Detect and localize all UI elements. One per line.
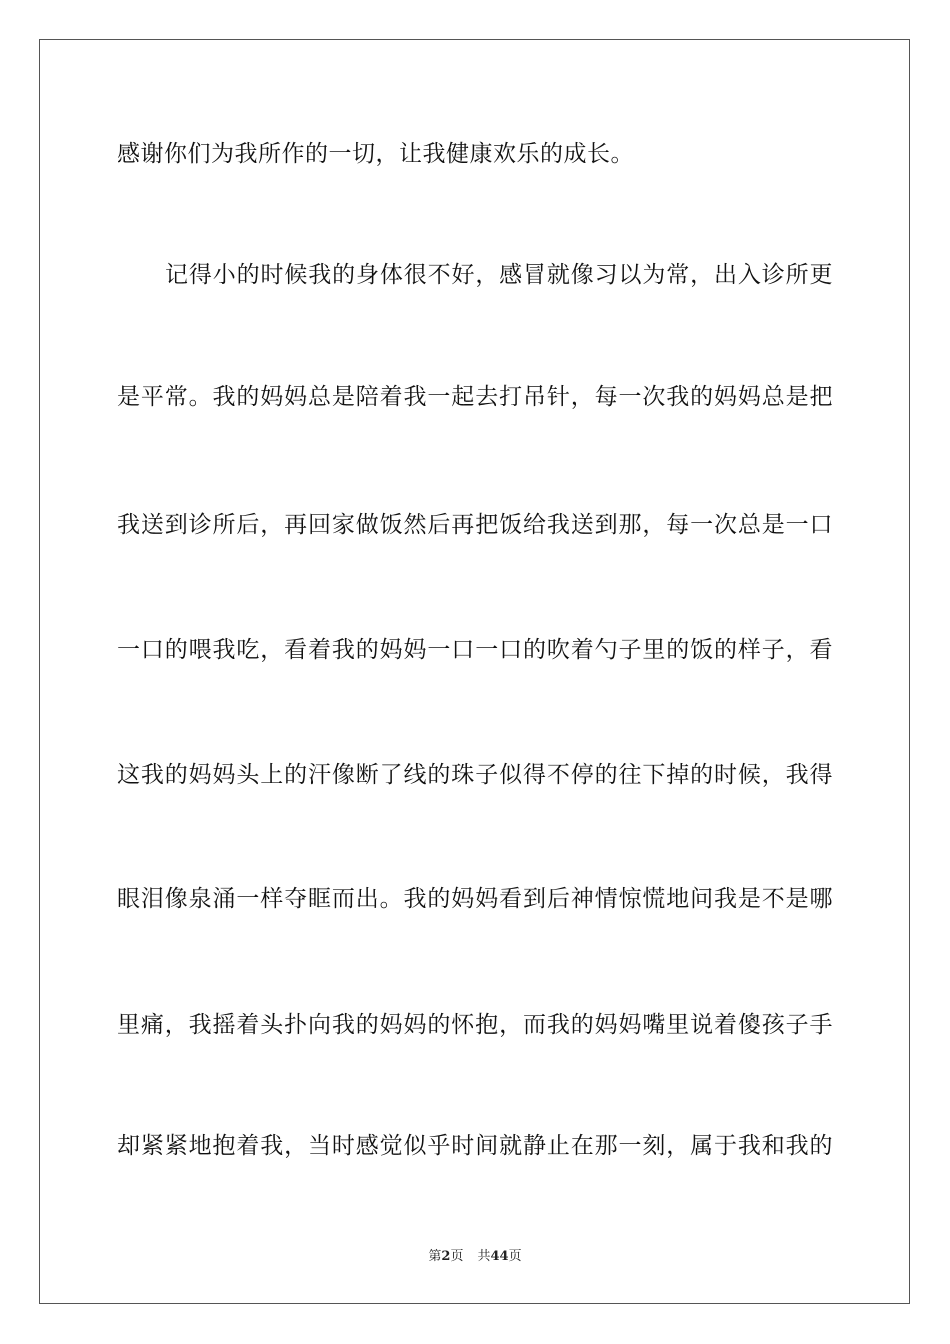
paragraph-line-1: 感谢你们为我所作的一切，让我健康欢乐的成长。 [117, 141, 634, 167]
paragraph-line-2: 记得小的时候我的身体很不好，感冒就像习以为常，出入诊所更 [165, 262, 833, 288]
page-footer [0, 1248, 950, 1266]
total-pages: 44 [490, 1249, 509, 1264]
paragraph-line-6: 这我的妈妈头上的汗像断了线的珠子似得不停的往下掉的时候，我得 [117, 762, 833, 788]
total-prefix: 共 [477, 1249, 491, 1264]
page-prefix: 第 [428, 1249, 442, 1264]
paragraph-line-7: 眼泪像泉涌一样夺眶而出。我的妈妈看到后神情惊慌地问我是不是哪 [117, 886, 833, 912]
paragraph-line-9: 却紧紧地抱着我，当时感觉似乎时间就静止在那一刻，属于我和我的 [117, 1133, 833, 1159]
total-suffix: 页 [508, 1249, 522, 1264]
paragraph-line-3: 是平常。我的妈妈总是陪着我一起去打吊针，每一次我的妈妈总是把 [117, 384, 833, 410]
paragraph-line-4: 我送到诊所后，再回家做饭然后再把饭给我送到那，每一次总是一口 [117, 512, 833, 538]
paragraph-line-5: 一口的喂我吃，看着我的妈妈一口一口的吹着勺子里的饭的样子，看 [117, 637, 833, 663]
page-border [39, 39, 910, 1304]
paragraph-line-8: 里痛，我摇着头扑向我的妈妈的怀抱，而我的妈妈嘴里说着傻孩子手 [117, 1012, 833, 1038]
page-number: 2 [441, 1249, 451, 1264]
page-suffix: 页 [450, 1249, 464, 1264]
